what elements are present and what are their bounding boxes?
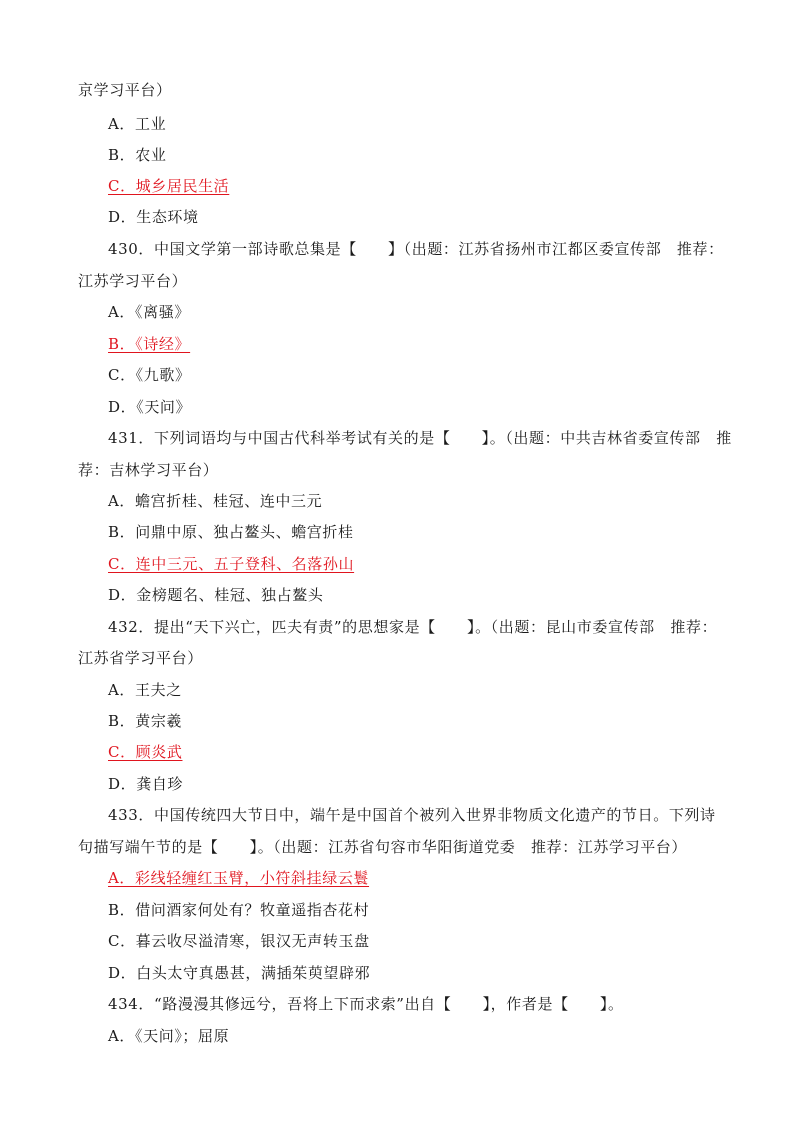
q432-option-b: B．黄宗羲 [108,712,183,730]
q432-option-d: D．龚自珍 [108,775,184,793]
q431-stem: 431．下列词语均与中国古代科举考试有关的是【 】。（出题：中共吉林省委宣传部 推 [108,429,732,447]
q433-option-d: D．白头太守真愚甚，满插茱萸望辟邪 [108,964,371,982]
q431-option-c-answer: C．连中三元、五子登科、名落孙山 [108,555,355,573]
q434-option-a: A．《天问》；屈原 [108,1027,230,1045]
q433-option-c: C．暮云收尽溢清寒，银汉无声转玉盘 [108,932,370,950]
q432-option-a: A．王夫之 [108,681,182,699]
q429-option-d: D．生态环境 [108,208,199,226]
q430-option-b-answer: B．《诗经》 [108,335,191,353]
q432-stem-cont: 江苏省学习平台） [78,649,203,667]
q429-option-b: B．农业 [108,146,167,164]
q431-option-d: D．金榜题名、桂冠、独占鳌头 [108,586,324,604]
q431-stem-cont: 荐：吉林学习平台） [78,461,219,479]
q433-stem: 433．中国传统四大节日中，端午是中国首个被列入世界非物质文化遗产的节日。下列诗 [108,806,716,824]
q432-stem: 432．提出“天下兴亡，匹夫有责”的思想家是【 】。（出题：昆山市委宣传部 推荐： [108,618,718,636]
q430-stem-cont: 江苏学习平台） [78,272,188,290]
q429-option-c-answer: C．城乡居民生活 [108,177,230,195]
q431-option-a: A．蟾宫折桂、桂冠、连中三元 [108,492,323,510]
q430-option-c: C．《九歌》 [108,366,191,384]
q433-option-a-answer: A．彩线轻缠红玉臂，小符斜挂绿云鬟 [108,869,370,887]
q433-option-b: B．借问酒家何处有？牧童遥指杏花村 [108,901,370,919]
q434-stem: 434．“路漫漫其修远兮，吾将上下而求索”出自【 】，作者是【 】。 [108,995,624,1013]
q430-option-a: A．《离骚》 [108,303,190,321]
q430-option-d: D．《天问》 [108,398,192,416]
q432-option-c-answer: C．顾炎武 [108,743,183,761]
q430-stem: 430．中国文学第一部诗歌总集是【 】（出题：江苏省扬州市江都区委宣传部 推荐： [108,240,724,258]
q433-stem-cont: 句描写端午节的是【 】。（出题：江苏省句容市华阳街道党委 推荐：江苏学习平台） [78,838,688,856]
q429-option-a: A．工业 [108,115,167,133]
q431-option-b: B．问鼎中原、独占鳌头、蟾宫折桂 [108,523,354,541]
question-continuation: 京学习平台） [78,81,172,99]
